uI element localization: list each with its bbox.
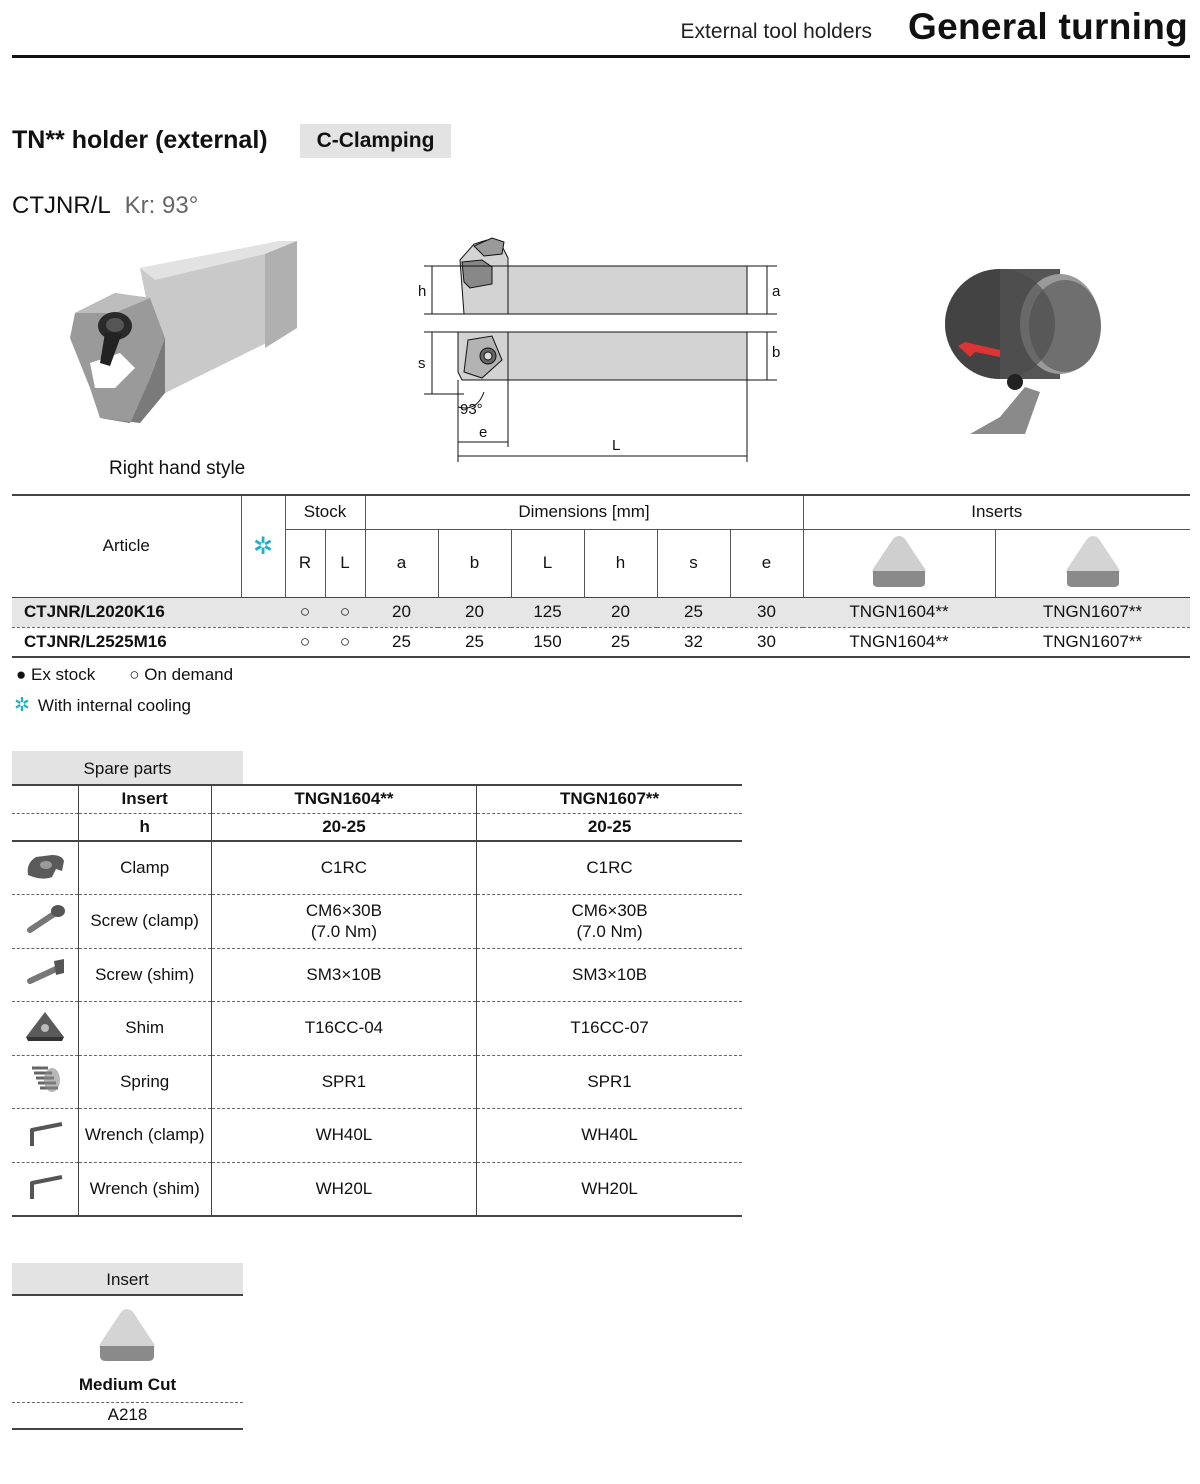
article-code: CTJNR/L2020K16 [24, 602, 165, 621]
spare-parts-title: Spare parts [12, 751, 243, 784]
header-dimensions: Dimensions [mm] [365, 495, 803, 529]
spring-icon [12, 1055, 78, 1109]
part-value-1: WH40L [211, 1109, 476, 1163]
dim-a: 25 [392, 631, 411, 651]
dim-e: 30 [757, 602, 776, 621]
allen-wrench-icon [12, 1109, 78, 1163]
holder-caption: Right hand style [109, 458, 246, 479]
insert-name: Medium Cut [78, 1375, 177, 1394]
dim-s: 25 [684, 602, 703, 621]
header-dim-a: a [365, 529, 438, 597]
header-section: General turning [908, 6, 1188, 47]
stock-l: ○ [339, 631, 351, 651]
part-name: Wrench (clamp) [78, 1109, 211, 1163]
clamping-tag: C-Clamping [300, 124, 451, 158]
legend-ex-stock: ● Ex stock [16, 665, 96, 684]
spare-row [12, 1162, 742, 1216]
insert-image-1604 [803, 529, 995, 597]
part-value-2: C1RC [477, 841, 742, 895]
holder-image [60, 238, 300, 433]
machining-illustration [940, 262, 1110, 442]
dim-L: 150 [533, 631, 562, 651]
insert-2: TNGN1607** [1042, 602, 1143, 621]
header-dim-e: e [730, 529, 803, 597]
spare-header-h-1: 20-25 [211, 813, 476, 841]
product-title: TN** holder (external) [12, 126, 268, 154]
cooling-cell [241, 627, 285, 657]
part-value-2: WH40L [477, 1109, 742, 1163]
spare-parts-table [12, 784, 742, 1217]
insert-box-title: Insert [12, 1263, 243, 1296]
stock-legend [16, 665, 233, 685]
dim-h: 20 [611, 602, 630, 621]
shim-icon [12, 1002, 78, 1056]
spare-row [12, 948, 742, 1002]
header-article: Article [102, 536, 150, 556]
triangle-insert-icon [869, 531, 929, 591]
legend-on-demand: ○ On demand [129, 665, 234, 684]
dimension-drawing [412, 232, 792, 472]
part-name: Screw (clamp) [78, 895, 211, 949]
cooling-icon: ✲ [252, 532, 274, 560]
drawing-label-a: a [772, 283, 781, 300]
insert-code: A218 [107, 1405, 148, 1424]
product-code-line [12, 192, 198, 220]
part-name: Wrench (shim) [78, 1162, 211, 1216]
header-stock-l: L [325, 529, 365, 597]
insert-image-1607 [995, 529, 1190, 597]
stock-r: ○ [299, 602, 311, 621]
divider [12, 1428, 243, 1430]
triangle-insert-icon [96, 1306, 158, 1364]
header-dim-h: h [584, 529, 657, 597]
divider [12, 1402, 243, 1403]
dim-e: 30 [757, 631, 776, 651]
spare-row [12, 895, 742, 949]
part-value-2: T16CC-07 [477, 1002, 742, 1056]
part-value-2: WH20L [477, 1162, 742, 1216]
spare-row [12, 1109, 742, 1163]
empty-cell [12, 785, 78, 813]
empty-cell [12, 813, 78, 841]
cooling-legend [14, 694, 191, 717]
header-category: External tool holders [680, 20, 872, 43]
part-value-line: (7.0 Nm) [310, 922, 377, 942]
part-value-1: SM3×10B [211, 948, 476, 1002]
header-stock: Stock [285, 495, 365, 529]
insert-image [96, 1306, 158, 1369]
part-value-1: C1RC [211, 841, 476, 895]
part-name: Shim [78, 1002, 211, 1056]
legend-cooling-text: With internal cooling [37, 696, 191, 715]
triangle-insert-icon [1063, 531, 1123, 591]
insert-1: TNGN1604** [849, 602, 949, 621]
header-stock-r: R [285, 529, 325, 597]
part-value-line: (7.0 Nm) [576, 922, 643, 942]
drawing-label-angle: 93° [460, 401, 483, 418]
countersunk-screw-icon [12, 948, 78, 1002]
part-value-line: CM6×30B [571, 901, 648, 921]
header-inserts: Inserts [803, 495, 1190, 529]
header-dim-b: b [438, 529, 511, 597]
header-dim-L: L [511, 529, 584, 597]
table-row [12, 627, 1190, 657]
drawing-label-e: e [479, 424, 488, 441]
dim-L: 125 [533, 602, 562, 621]
spare-row [12, 841, 742, 895]
dim-b: 25 [465, 631, 484, 651]
part-name: Screw (shim) [78, 948, 211, 1002]
drawing-label-h: h [418, 283, 427, 300]
screw-icon [12, 895, 78, 949]
header-cooling [241, 495, 285, 597]
dim-b: 20 [465, 602, 484, 621]
part-value-1: WH20L [211, 1162, 476, 1216]
spare-row [12, 1055, 742, 1109]
header-rule [12, 55, 1190, 58]
part-value-1 [211, 895, 476, 949]
table-row [12, 597, 1190, 627]
article-code: CTJNR/L2525M16 [24, 631, 167, 651]
part-value-2: SPR1 [477, 1055, 742, 1109]
dim-a: 20 [392, 602, 411, 621]
part-value-line: CM6×30B [305, 901, 382, 921]
kr-angle: Kr: 93° [124, 192, 199, 219]
part-name: Spring [78, 1055, 211, 1109]
stock-r: ○ [299, 631, 311, 651]
spare-header-h-2: 20-25 [477, 813, 742, 841]
part-value-1: T16CC-04 [211, 1002, 476, 1056]
cooling-icon: ✲ [14, 695, 30, 716]
cooling-cell [241, 597, 285, 627]
spare-row [12, 1002, 742, 1056]
spare-header-insert: Insert [78, 785, 211, 813]
product-code: CTJNR/L [12, 192, 111, 219]
drawing-label-s: s [418, 355, 426, 372]
article-table [12, 494, 1190, 658]
insert-2: TNGN1607** [1042, 631, 1143, 651]
insert-1: TNGN1604** [849, 631, 949, 651]
part-name: Clamp [78, 841, 211, 895]
drawing-label-b: b [772, 344, 781, 361]
part-value-2: SM3×10B [477, 948, 742, 1002]
drawing-label-L: L [612, 437, 621, 454]
allen-wrench-icon [12, 1162, 78, 1216]
part-value-2 [477, 895, 742, 949]
dim-s: 32 [684, 631, 703, 651]
stock-l: ○ [339, 602, 351, 621]
header-dim-s: s [657, 529, 730, 597]
part-value-1: SPR1 [211, 1055, 476, 1109]
clamp-icon [12, 841, 78, 895]
spare-header-insert-1: TNGN1604** [211, 785, 476, 813]
spare-header-h: h [78, 813, 211, 841]
spare-header-insert-2: TNGN1607** [477, 785, 742, 813]
dim-h: 25 [611, 631, 630, 651]
